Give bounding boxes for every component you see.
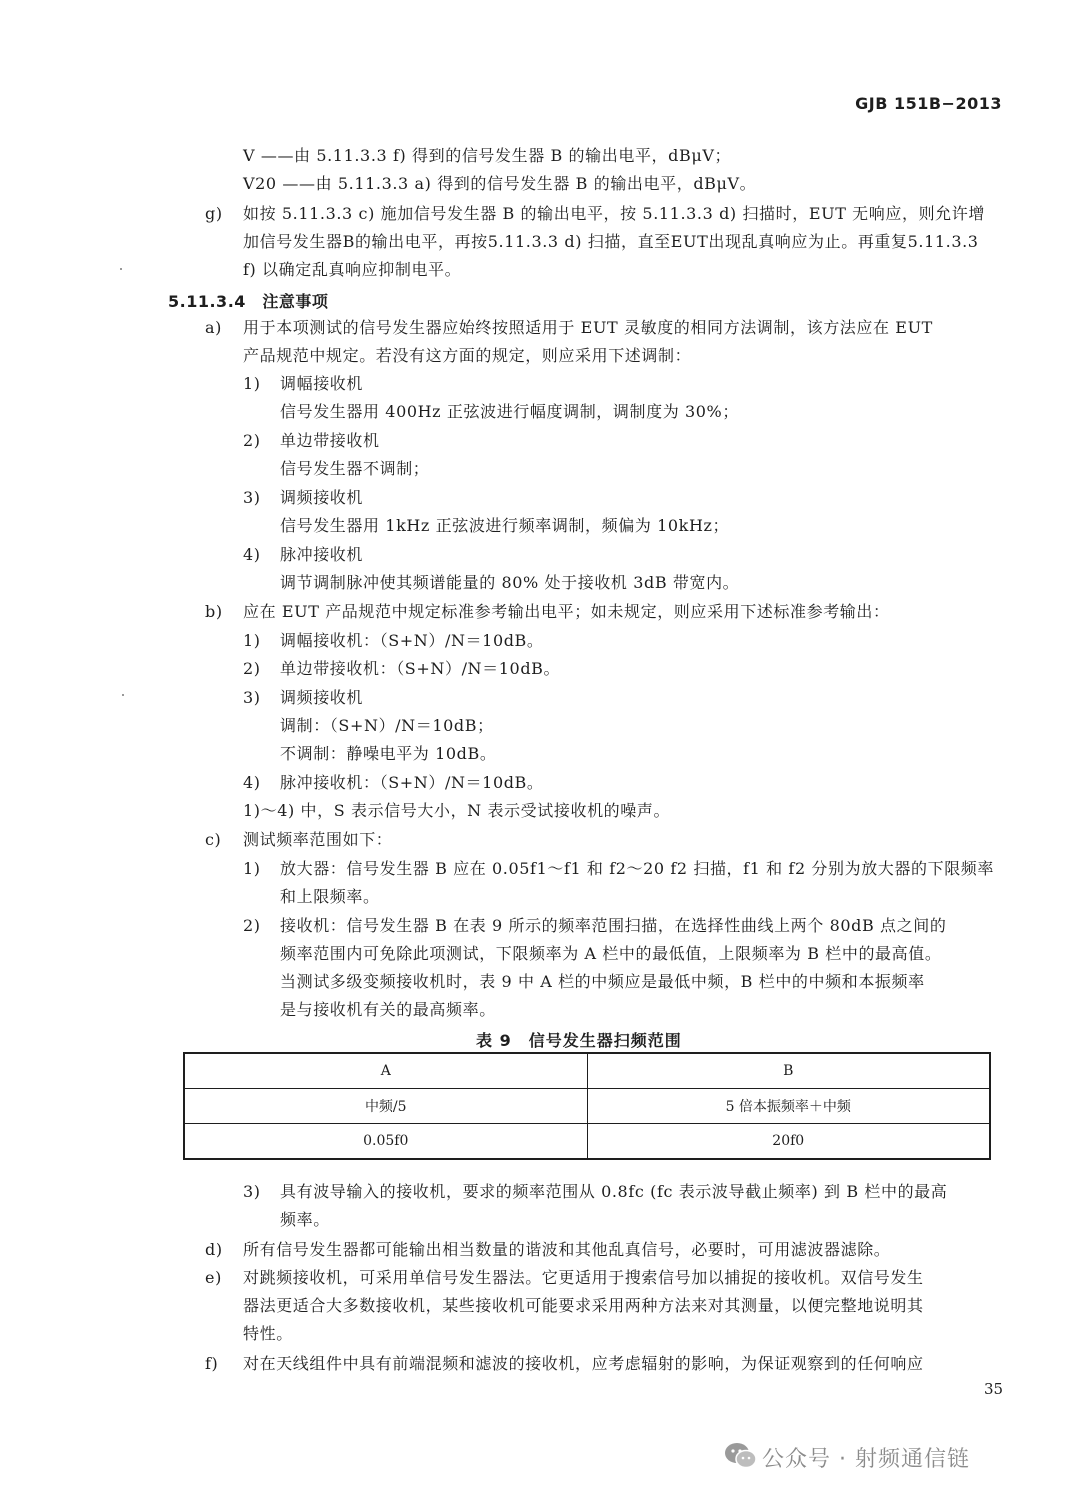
text-line: 和上限频率。 — [280, 887, 380, 906]
document-code: GJB 151B−2013 — [855, 94, 1002, 113]
text-line: 加信号发生器B的输出电平，再按5.11.3.3 d) 扫描，直至EUT出现乱真响应为止。再重复5.11.3.3 — [243, 232, 979, 251]
list-marker: 2) — [243, 659, 261, 678]
watermark-text: 公众号 · 射频通信链 — [762, 1447, 970, 1472]
text-line: 对在天线组件中具有前端混频和滤波的接收机，应考虑辐射的影响，为保证观察到的任何响应 — [243, 1354, 924, 1373]
table-row — [184, 1089, 990, 1124]
frequency-range-table — [183, 1052, 991, 1160]
text-line: 应在 EUT 产品规范中规定标准参考输出电平；如未规定，则应采用下述标准参考输出： — [243, 602, 890, 621]
text-line: 器法更适合大多数接收机，某些接收机可能要求采用两种方法来对其测量，以便完整地说明其 — [243, 1296, 924, 1315]
text-line: 频率。 — [280, 1210, 330, 1229]
text-line: 不调制：静噪电平为 10dB。 — [280, 744, 497, 763]
text-line: 调节调制脉冲使其频谱能量的 80% 处于接收机 3dB 带宽内。 — [280, 573, 740, 592]
table-header-row — [184, 1053, 990, 1089]
text-line: 当测试多级变频接收机时，表 9 中 A 栏的中频应是最低中频，B 栏中的中频和本振频率 — [280, 972, 925, 991]
text-line: f) 以确定乱真响应抑制电平。 — [243, 260, 462, 279]
list-marker: 2) — [243, 916, 261, 935]
text-line: 测试频率范围如下： — [243, 830, 393, 849]
section-heading: 5.11.3.4 注意事项 — [168, 292, 329, 311]
text-line: 放大器：信号发生器 B 应在 0.05f1～f1 和 f2～20 f2 扫描，f1 和 f2 分别为放大器的下限频率 — [280, 859, 995, 878]
list-marker: a) — [205, 318, 222, 337]
text-line: 脉冲接收机：（S+N）/N＝10dB。 — [280, 773, 544, 792]
text-line: 所有信号发生器都可能输出相当数量的谐波和其他乱真信号，必要时，可用滤波器滤除。 — [243, 1240, 891, 1259]
list-marker: b) — [205, 602, 223, 621]
table-cell: 20f0 — [587, 1124, 990, 1160]
text-line: 如按 5.11.3.3 c) 施加信号发生器 B 的输出电平，按 5.11.3.3 d) 扫描时，EUT 无响应，则允许增 — [243, 204, 985, 223]
table-title: 表 9 信号发生器扫频范围 — [476, 1031, 682, 1050]
text-line: 调频接收机 — [280, 488, 364, 507]
text-line: 对跳频接收机，可采用单信号发生器法。它更适用于搜索信号加以捕捉的接收机。双信号发生 — [243, 1268, 924, 1287]
table-header-cell: B — [587, 1053, 990, 1089]
table-cell: 0.05f0 — [184, 1124, 587, 1160]
list-marker: f) — [205, 1354, 219, 1373]
wechat-icon — [724, 1442, 758, 1470]
text-line: 接收机：信号发生器 B 在表 9 所示的频率范围扫描，在选择性曲线上两个 80dB 点之间的 — [280, 916, 947, 935]
list-marker: 1) — [243, 631, 261, 650]
text-line: 脉冲接收机 — [280, 545, 364, 564]
text-line: 特性。 — [243, 1324, 293, 1343]
table-header-cell: A — [184, 1053, 587, 1089]
text-line: 用于本项测试的信号发生器应始终按照适用于 EUT 灵敏度的相同方法调制，该方法应在 EUT — [243, 318, 933, 337]
list-marker: e) — [205, 1268, 222, 1287]
text-line: 调制：（S+N）/N＝10dB； — [280, 716, 494, 735]
list-marker: 4) — [243, 773, 261, 792]
text-line: 产品规范中规定。若没有这方面的规定，则应采用下述调制： — [243, 346, 692, 365]
list-marker: 2) — [243, 431, 261, 450]
page-number: 35 — [984, 1380, 1004, 1398]
list-marker: d) — [205, 1240, 223, 1259]
text-line: 调频接收机 — [280, 688, 364, 707]
text-line: 信号发生器不调制； — [280, 459, 430, 478]
table-row — [184, 1124, 990, 1160]
list-marker: 4) — [243, 545, 261, 564]
text-line: 信号发生器用 400Hz 正弦波进行幅度调制，调制度为 30%； — [280, 402, 739, 421]
text-line: 调幅接收机 — [280, 374, 364, 393]
list-marker: 3) — [243, 488, 261, 507]
text-line: V20 ——由 5.11.3.3 a) 得到的信号发生器 B 的输出电平，dBμV。 — [243, 174, 757, 193]
text-line: V ——由 5.11.3.3 f) 得到的信号发生器 B 的输出电平，dBμV； — [243, 146, 732, 165]
list-marker: 1) — [243, 859, 261, 878]
table-cell: 5 倍本振频率＋中频 — [587, 1089, 990, 1124]
list-marker: 3) — [243, 1182, 261, 1201]
text-line: 单边带接收机 — [280, 431, 380, 450]
text-line: 1)～4) 中，S 表示信号大小，N 表示受试接收机的噪声。 — [243, 801, 671, 820]
list-marker: 3) — [243, 688, 261, 707]
text-line: 单边带接收机：（S+N）/N＝10dB。 — [280, 659, 561, 678]
list-marker: c) — [205, 830, 222, 849]
list-marker: 1) — [243, 374, 261, 393]
text-line: 信号发生器用 1kHz 正弦波进行频率调制，频偏为 10kHz； — [280, 516, 730, 535]
text-line: 调幅接收机：（S+N）/N＝10dB。 — [280, 631, 544, 650]
text-line: 频率范围内可免除此项测试，下限频率为 A 栏中的最低值，上限频率为 B 栏中的最高值。 — [280, 944, 942, 963]
table-cell: 中频/5 — [184, 1089, 587, 1124]
text-line: 是与接收机有关的最高频率。 — [280, 1000, 496, 1019]
text-line: 具有波导输入的接收机，要求的频率范围从 0.8fc (fc 表示波导截止频率) 到 B 栏中的最高 — [280, 1182, 948, 1201]
list-marker: g) — [205, 204, 223, 223]
